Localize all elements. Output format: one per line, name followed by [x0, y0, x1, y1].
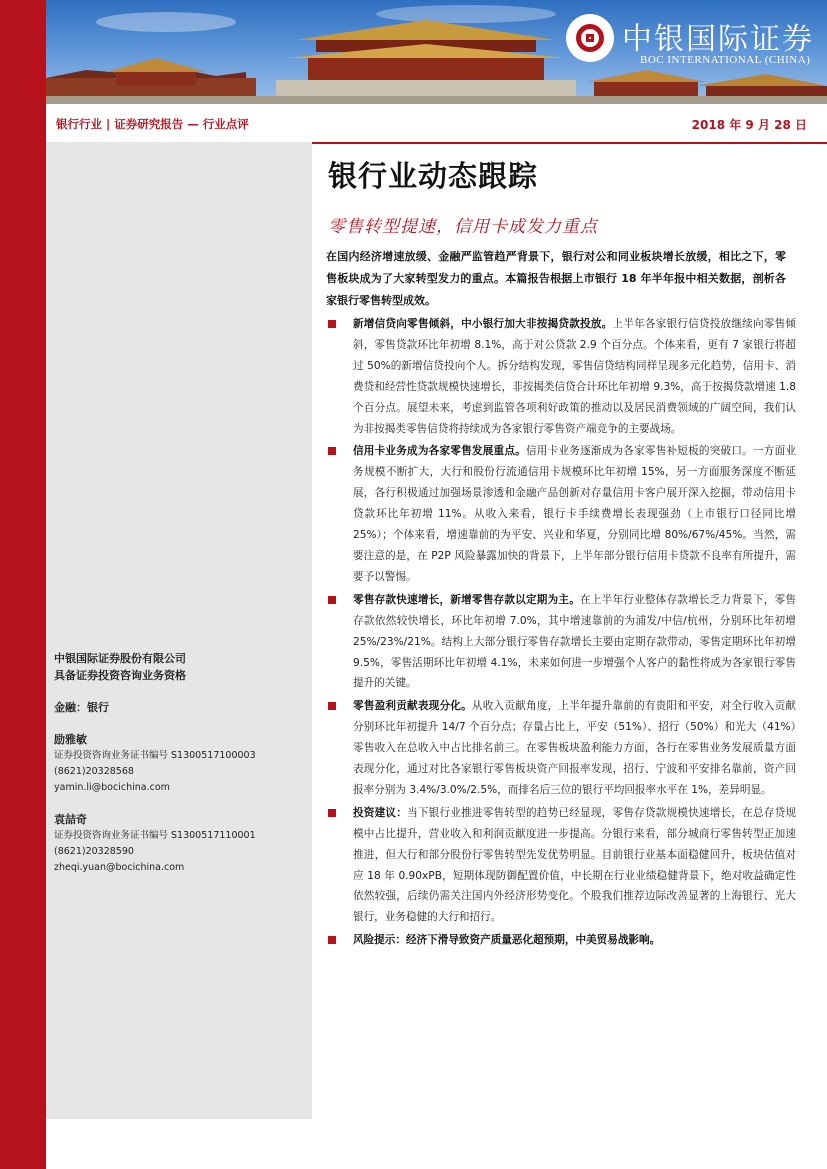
- key-point-lead: 零售存款快速增长，新增零售存款以定期为主。: [353, 593, 581, 606]
- key-point-text: 信用卡业务逐渐成为各家零售补短板的突破口。一方面业务规模不断扩大，大行和股份行流通信用卡规模环比年初增 15%，另一方面服务深度不断延展，各行积极通过加强场景渗透和金融产品创新对存量信用卡客户展开深入挖掘，带动信用卡贷款环比年初增 11%。从收入来看，银行卡手续费增长表现强劲（上市银行口径同比增 25%）；个体来看，增速靠前的为平安、兴业和华夏，分别同比增 80%/67%/45%。当然，需要注意的是，在 P2P 风险暴露加快的背景下，上半年部分银行信用卡贷款不良率有所提升，需要予以警惕。: [353, 445, 797, 583]
- analyst-phone: (8621)20328590: [54, 846, 134, 857]
- bullet-square-icon: [328, 809, 336, 817]
- key-point: [326, 696, 796, 801]
- key-point-lead: 信用卡业务成为各家零售发展重点。: [353, 445, 526, 458]
- header-banner: [46, 0, 827, 104]
- company-qualification: 具备证券投资咨询业务资格: [54, 669, 186, 682]
- bullet-square-icon: [328, 702, 336, 710]
- brand-name-en: BOC INTERNATIONAL (CHINA): [640, 54, 811, 66]
- report-title: 银行业动态跟踪: [328, 159, 539, 193]
- analyst-license: 证券投资咨询业务证书编号 S1300517100003: [54, 750, 256, 761]
- key-point: [326, 803, 796, 928]
- report-header-strip: [46, 104, 827, 144]
- bullet-square-icon: [328, 320, 336, 328]
- key-point-text: 从收入贡献角度，上半年提升靠前的有贵阳和平安，对全行收入贡献分别环比年初提升 14/7 个百分点；存量占比上，平安（51%）、招行（50%）和光大（41%）零售收入在总收入中占比排名前三。在零售板块盈利能力方面，各行在零售业务发展质量方面表现分化，通过对比各家银行零售板块资产回报率发现，招行、宁波和平安排名靠前，资产回报率分别为 3.4%/3.0%/2.5%，而排名后三位的银行平均回报率水平在 1%，差异明显。: [353, 700, 797, 796]
- key-point: [326, 930, 796, 951]
- key-point-lead: 风险提示：经济下滑导致资产质量恶化超预期，中美贸易战影响。: [353, 934, 661, 947]
- brand-logo: [566, 12, 827, 72]
- key-point: [326, 590, 796, 695]
- left-red-bar: [0, 0, 46, 1169]
- analyst-phone: (8621)20328568: [54, 766, 134, 777]
- key-points-list: [326, 314, 796, 953]
- report-date: 2018 年 9 月 28 日: [691, 118, 807, 132]
- key-point-text: 在上半年行业整体存款增长乏力背景下，零售存款依然较快增长，环比年初增 7.0%，其中增速靠前的为浦发/中信/杭州，分别环比年初增 25%/23%/21%。结构上大部分银行零售存款增长主要由定期存款带动，零售定期环比年初增 9.5%，零售活期环比年初增 4.1%，未来如何进一步增强个人客户的黏性将成为各家银行零售提升的关键。: [353, 593, 797, 690]
- bullet-square-icon: [328, 447, 336, 455]
- key-point-lead: 零售盈利贡献表现分化。: [353, 700, 472, 713]
- analyst-name: 励雅敏: [54, 733, 87, 746]
- brand-name-cn: 中银国际证券: [622, 22, 814, 57]
- key-point-text: 上半年各家银行信贷投放继续向零售倾斜，零售贷款环比年初增 8.1%，高于对公贷款 2.9 个百分点。个体来看，更有 7 家银行将超过 50%的新增信贷投向个人。拆分结构发现，零售信贷结构同样呈现多元化趋势，信用卡、消费贷和经营性贷款规模快速增长，非按揭类信贷合计环比年初增 9.3%，高于按揭贷款增速 1.8 个百分点。展望未来，考虑到监管各项利好政策的推动以及居民消费领域的广阔空间，我们认为非按揭类零售信贷将持续成为各家银行零售资产端竞争的主要战场。: [353, 318, 797, 435]
- key-point: [326, 441, 796, 587]
- sidebar: [46, 142, 312, 1119]
- key-point-text: 当下银行业推进零售转型的趋势已经显现，零售存贷款规模快速增长，在总存贷规模中占比提升，营业收入和利润贡献度进一步提高。分银行来看，部分城商行零售转型正加速推进，但大行和部分股份行零售转型先发优势明显。目前银行业基本面稳健回升，板块估值对应 18 年 0.90xPB，短期体现防御配置价值，中长期在行业业绩稳健背景下，绝对收益确定性依然较强，后续仍需关注国内外经济形势变化。个股我们推荐边际改善显著的上海银行、光大银行，业务稳健的大行和招行。: [353, 806, 797, 924]
- bullet-square-icon: [328, 936, 336, 944]
- key-point-lead: 新增信贷向零售倾斜，中小银行加大非按揭贷款投放。: [353, 318, 613, 330]
- analyst-email: zheqi.yuan@bocichina.com: [54, 862, 185, 873]
- analyst-email: yamin.li@bocichina.com: [54, 782, 170, 793]
- bullet-square-icon: [328, 596, 336, 604]
- report-subtitle: 零售转型提速，信用卡成发力重点: [328, 217, 598, 237]
- report-summary: 在国内经济增速放缓、金融严监管趋严背景下，银行对公和同业板块增长放缓，相比之下，零售板块成为了大家转型发力的重点。本篇报告根据上市银行 18 年半年报中相关数据，剖析各家银行零售转型成效。: [326, 250, 786, 307]
- analyst-license: 证券投资咨询业务证书编号 S1300517110001: [54, 830, 256, 841]
- analyst-name: 袁喆奇: [54, 813, 87, 826]
- page-footer: [46, 1119, 827, 1169]
- report-category: 银行行业 | 证券研究报告 — 行业点评: [56, 117, 249, 131]
- key-point-lead: 投资建议：: [353, 806, 408, 819]
- key-point: [326, 314, 796, 439]
- company-name: 中银国际证券股份有限公司: [54, 652, 186, 665]
- boc-logo-icon: [566, 14, 614, 62]
- sidebar-info: [54, 650, 309, 876]
- sector-label: 金融：银行: [54, 701, 109, 714]
